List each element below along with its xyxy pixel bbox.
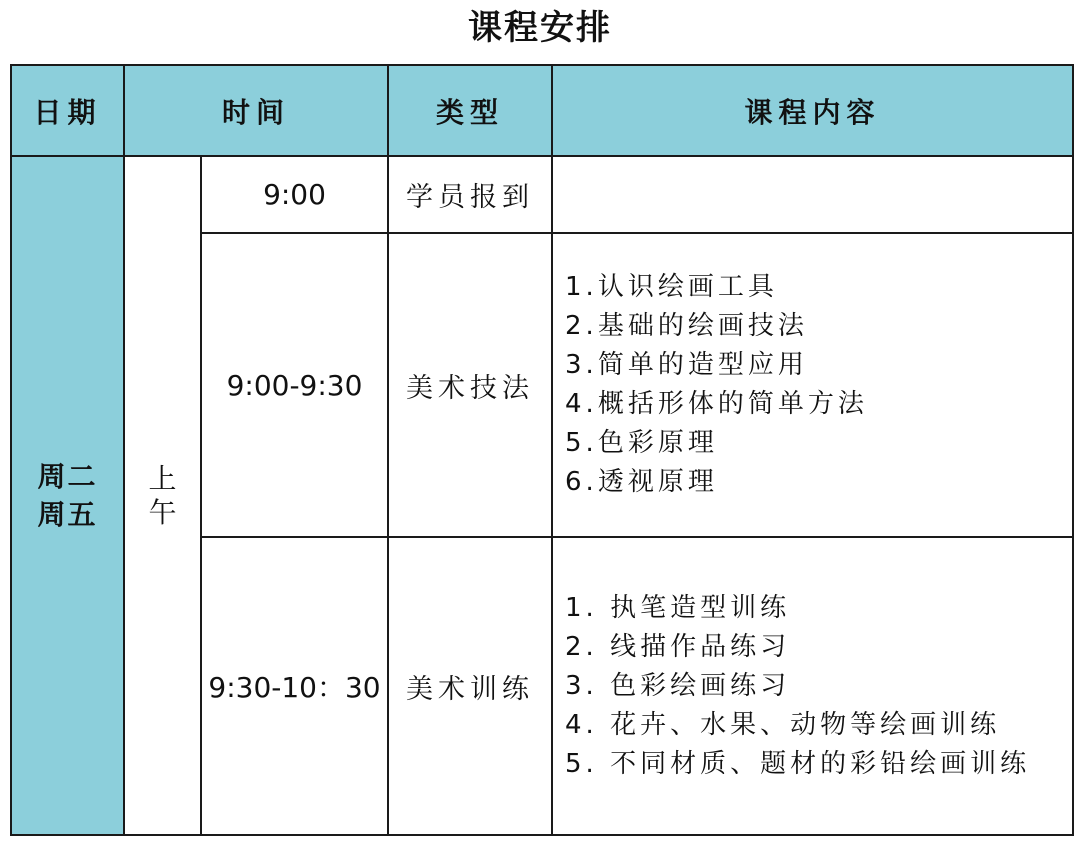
content-line: 3.简单的造型应用 <box>565 350 808 380</box>
page-title: 课程安排 <box>468 8 612 48</box>
content-line: 2.基础的绘画技法 <box>565 311 808 341</box>
time-cell: 9:00-9:30 <box>201 233 388 537</box>
type-cell: 美术训练 <box>388 537 552 835</box>
schedule-table <box>10 64 1074 836</box>
header-row <box>11 65 1073 156</box>
content-cell <box>552 156 1073 233</box>
period-line: 午 <box>148 495 177 529</box>
header-content: 课程内容 <box>552 65 1073 156</box>
content-cell <box>552 537 1073 835</box>
content-line: 4. 花卉、水果、动物等绘画训练 <box>565 709 1001 740</box>
content-line: 2. 线描作品练习 <box>565 631 791 662</box>
table-row <box>11 156 1073 233</box>
period-line: 上 <box>148 461 177 495</box>
content-line: 3. 色彩绘画练习 <box>565 670 791 701</box>
header-type: 类型 <box>388 65 552 156</box>
day-line: 周五 <box>37 497 98 531</box>
time-cell: 9:30-10：30 <box>201 537 388 835</box>
day-line: 周二 <box>37 459 98 493</box>
period-cell <box>124 156 201 835</box>
content-line: 5. 不同材质、题材的彩铅绘画训练 <box>565 748 1031 779</box>
header-date: 日期 <box>11 65 124 156</box>
time-cell: 9:00 <box>201 156 388 233</box>
content-line: 4.概括形体的简单方法 <box>565 389 868 419</box>
type-cell: 美术技法 <box>388 233 552 537</box>
header-time: 时间 <box>124 65 388 156</box>
type-cell: 学员报到 <box>388 156 552 233</box>
content-line: 1. 执笔造型训练 <box>565 592 791 623</box>
content-cell <box>552 233 1073 537</box>
content-line: 1.认识绘画工具 <box>565 272 778 302</box>
content-line: 5.色彩原理 <box>565 428 718 458</box>
content-line: 6.透视原理 <box>565 467 718 497</box>
day-cell <box>11 156 124 835</box>
